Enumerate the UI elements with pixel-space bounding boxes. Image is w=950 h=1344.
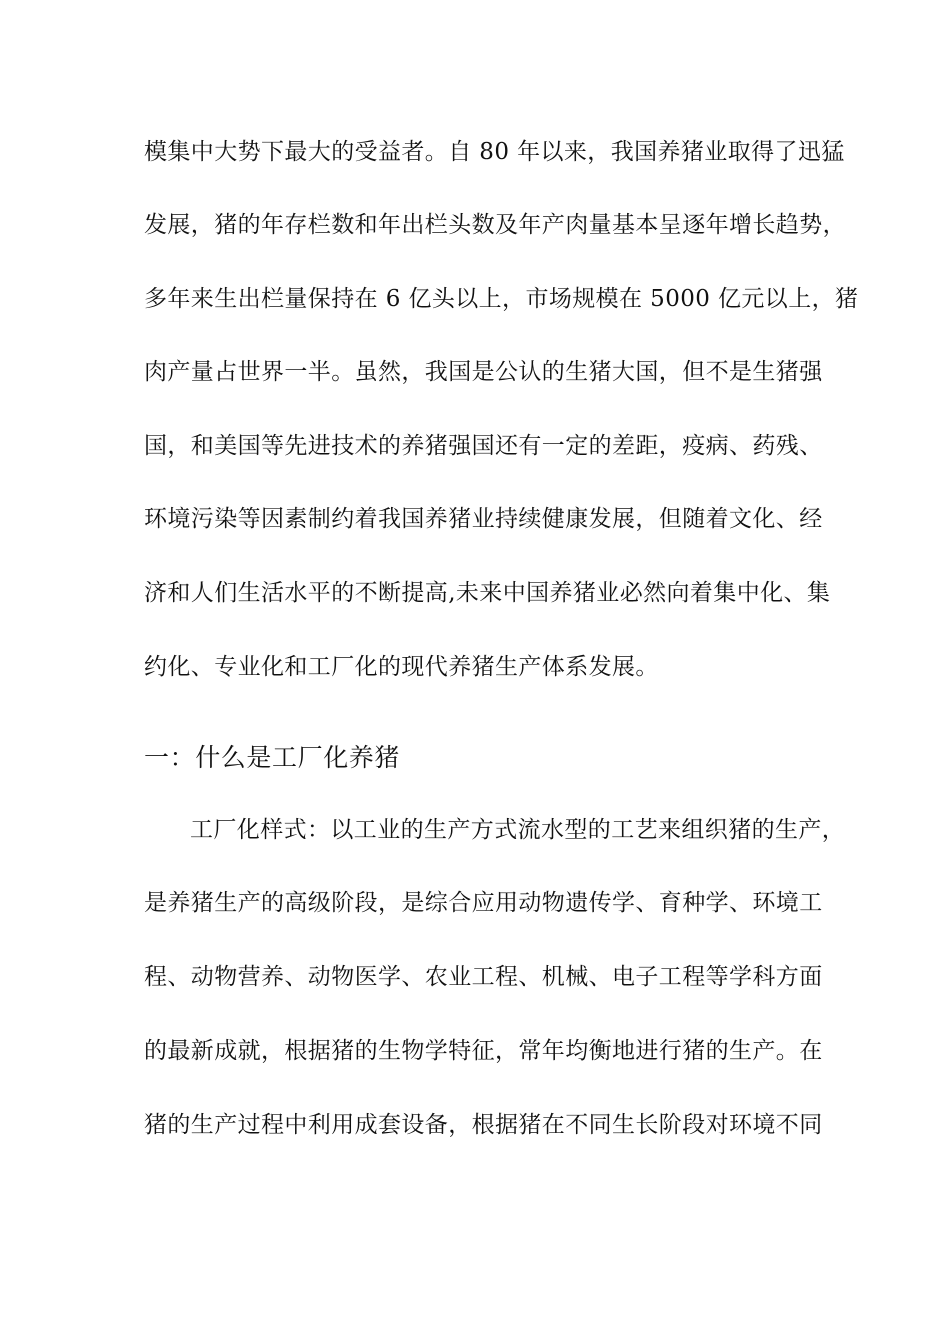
- paragraph-line: 猪的生产过程中利用成套设备，根据猪在不同生长阶段对环境不同: [144, 1112, 823, 1138]
- paragraph-line: 模集中大势下最大的受益者。自 80 年以来，我国养猪业取得了迅猛: [144, 139, 845, 165]
- section-heading: 一：什么是工厂化养猪: [144, 743, 401, 772]
- paragraph-line: 肉产量占世界一半。虽然，我国是公认的生猪大国，但不是生猪强: [144, 359, 823, 385]
- paragraph-line: 约化、专业化和工厂化的现代养猪生产体系发展。: [144, 654, 659, 680]
- paragraph-line: 多年来生出栏量保持在 6 亿头以上，市场规模在 5000 亿元以上，猪: [144, 286, 859, 312]
- paragraph-line: 环境污染等因素制约着我国养猪业持续健康发展，但随着文化、经: [144, 506, 823, 532]
- paragraph-line: 工厂化样式：以工业的生产方式流水型的工艺来组织猪的生产，: [190, 817, 846, 843]
- paragraph-line: 是养猪生产的高级阶段，是综合应用动物遗传学、育种学、环境工: [144, 890, 823, 916]
- paragraph-line: 程、动物营养、动物医学、农业工程、机械、电子工程等学科方面: [144, 964, 823, 990]
- paragraph-line: 济和人们生活水平的不断提高,未来中国养猪业必然向着集中化、集: [144, 580, 831, 606]
- paragraph-line: 发展，猪的年存栏数和年出栏头数及年产肉量基本呈逐年增长趋势，: [144, 212, 846, 238]
- paragraph-line: 国，和美国等先进技术的养猪强国还有一定的差距，疫病、药残、: [144, 433, 823, 459]
- paragraph-line: 的最新成就，根据猪的生物学特征，常年均衡地进行猪的生产。在: [144, 1038, 823, 1064]
